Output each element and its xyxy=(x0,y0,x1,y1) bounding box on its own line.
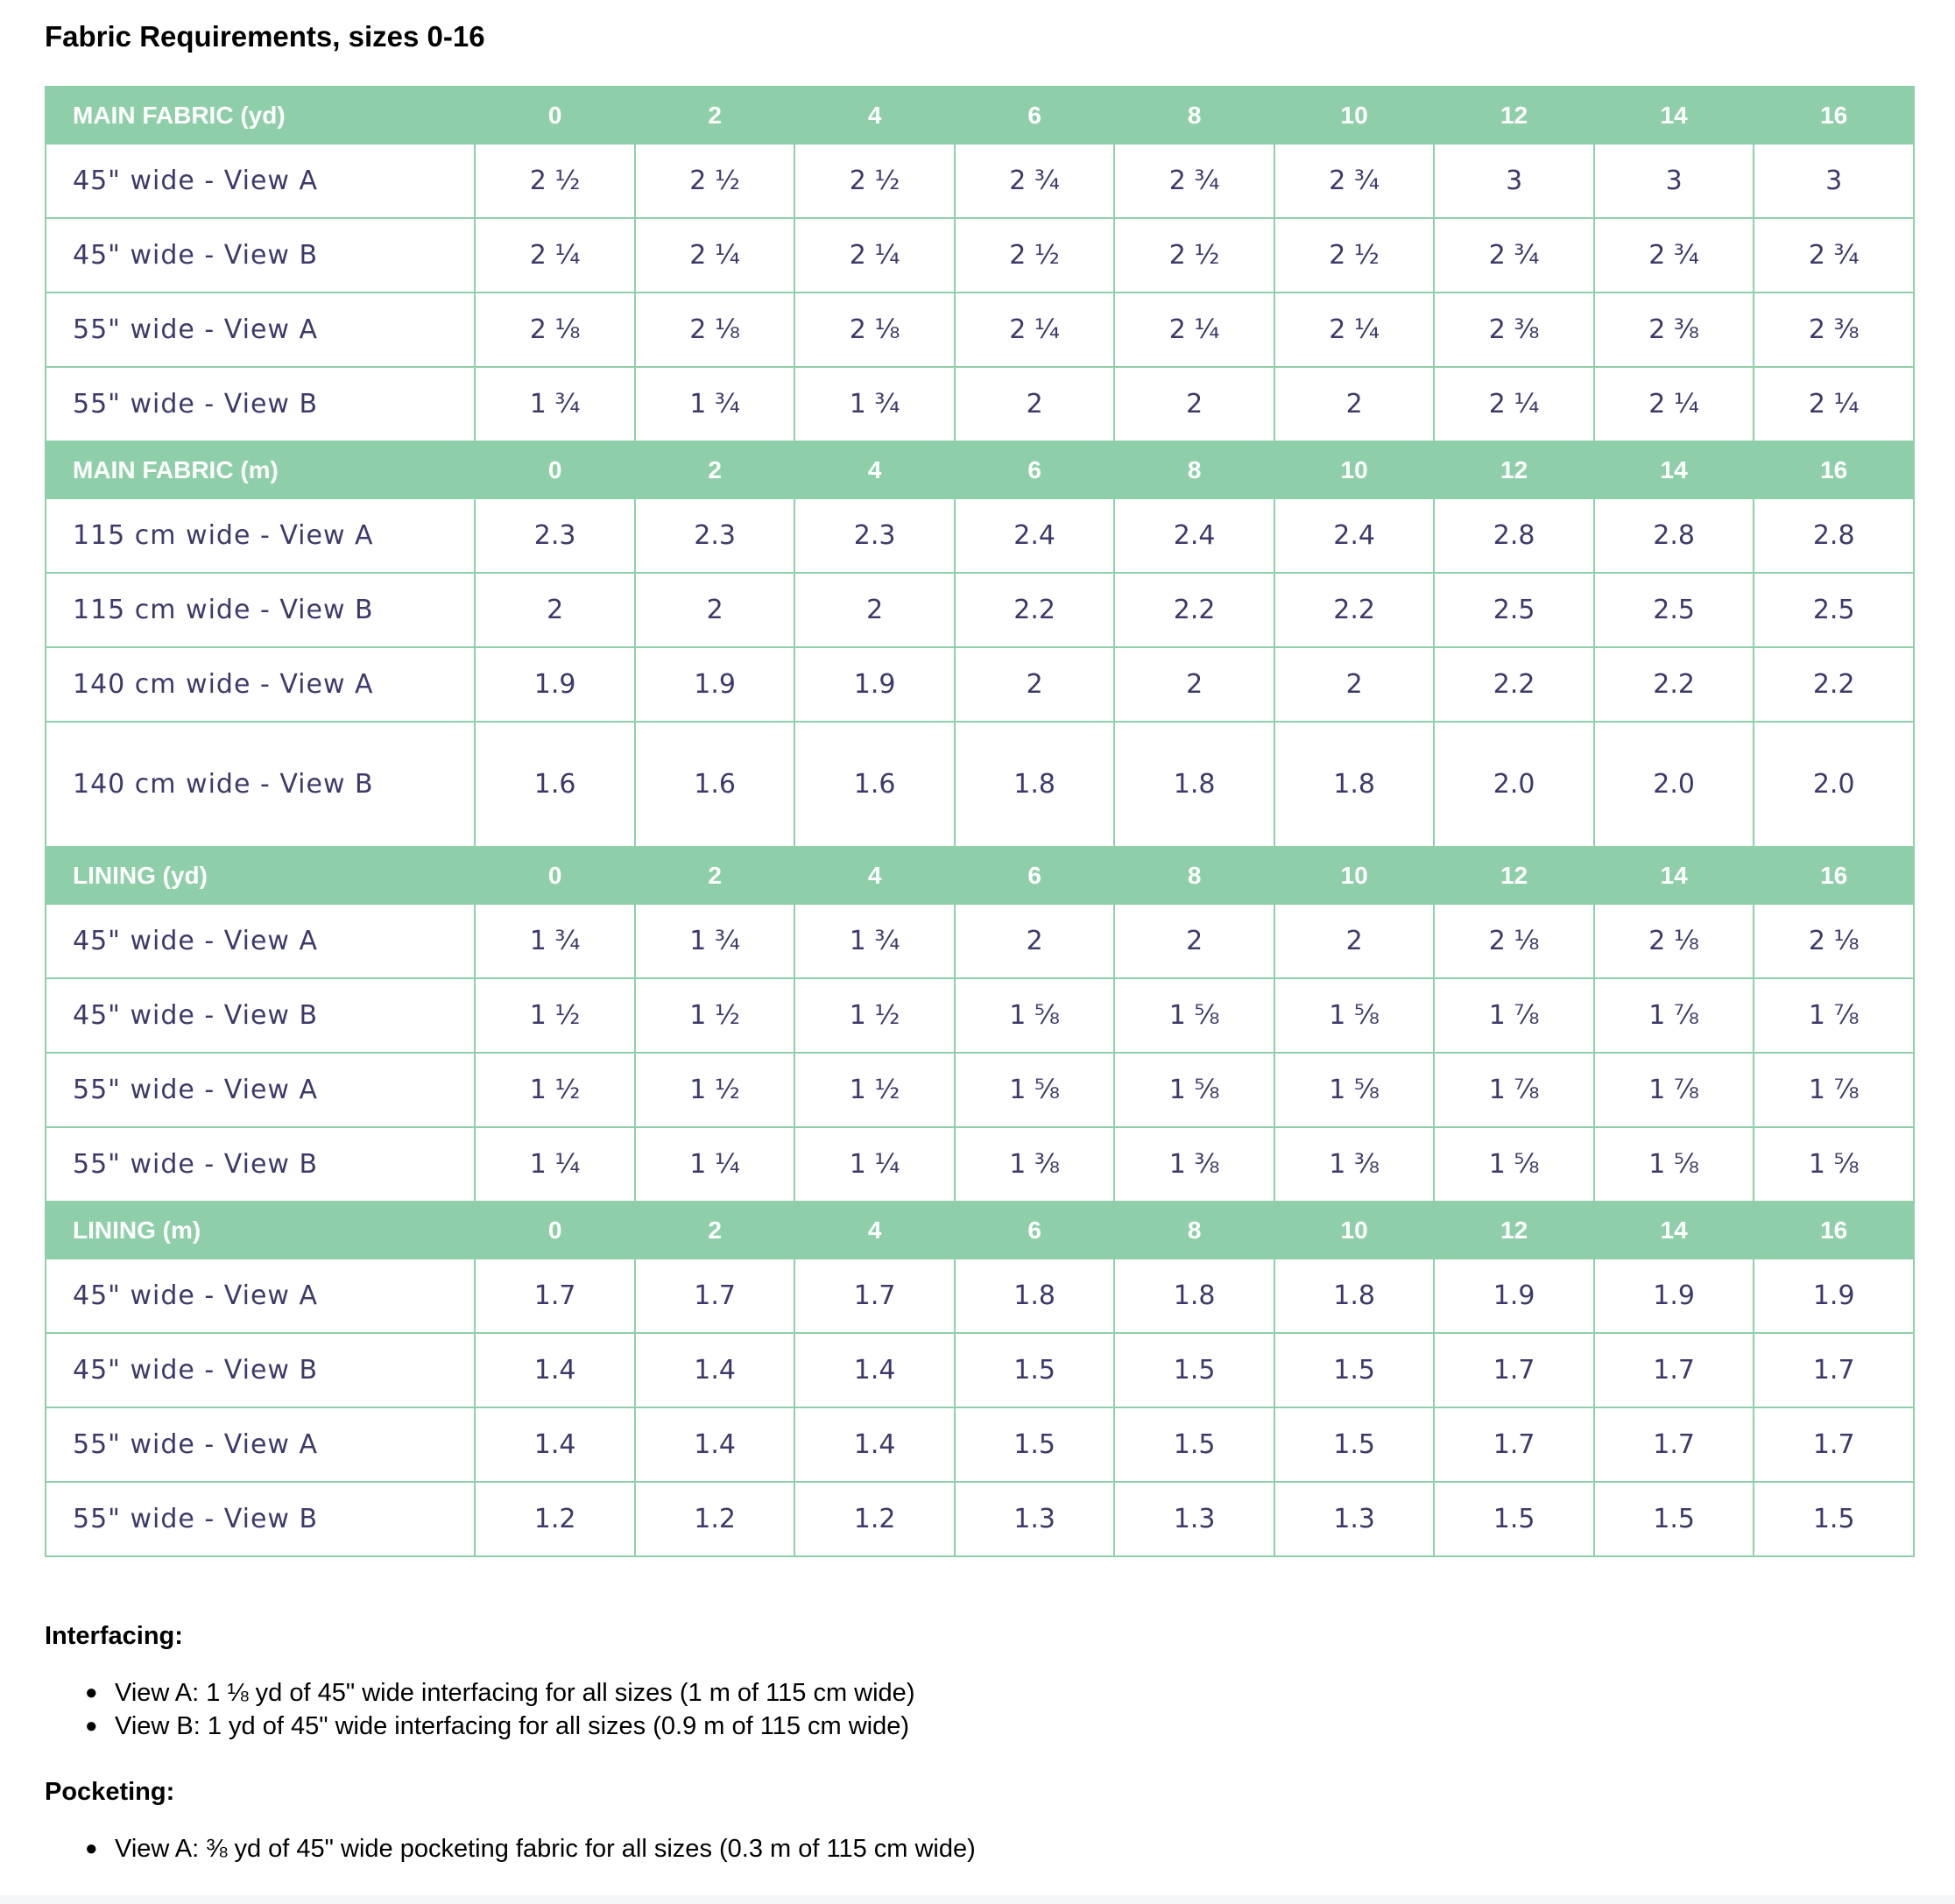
table-cell: 1 ⅝ xyxy=(1114,1053,1274,1127)
table-cell: 2 ½ xyxy=(955,218,1115,293)
table-cell: 2.2 xyxy=(1594,647,1754,722)
table-cell: 1 ⅜ xyxy=(1274,1127,1435,1202)
table-cell: 2.3 xyxy=(475,498,635,573)
table-cell: 2 ¼ xyxy=(1114,293,1274,367)
table-cell: 1 ½ xyxy=(475,978,635,1053)
table-cell: 2 ½ xyxy=(635,144,795,218)
table-cell: 1.5 xyxy=(1274,1333,1435,1407)
table-cell: 1.8 xyxy=(1274,1259,1435,1333)
size-header: 10 xyxy=(1274,847,1435,904)
table-cell: 2 ⅛ xyxy=(1754,904,1914,978)
size-header: 6 xyxy=(955,1202,1115,1259)
size-header: 4 xyxy=(794,441,955,498)
table-row xyxy=(46,1482,1914,1556)
table-cell: 1.2 xyxy=(794,1482,955,1556)
page xyxy=(45,0,1915,1863)
table-cell: 1.8 xyxy=(1114,722,1274,847)
table-cell: 2 ⅜ xyxy=(1754,293,1914,367)
table-row xyxy=(46,722,1914,847)
list-item-text: View B: 1 yd of 45" wide interfacing for all sizes (0.9 m of 115 cm wide) xyxy=(115,1712,910,1740)
table-cell: 1.7 xyxy=(1754,1333,1914,1407)
list-item-text: View A: 1 ⅛ yd of 45" wide interfacing for all sizes (1 m of 115 cm wide) xyxy=(115,1679,915,1707)
table-cell: 1 ¼ xyxy=(475,1127,635,1202)
pocketing-section xyxy=(45,1774,1915,1865)
table-cell: 1.7 xyxy=(1434,1333,1594,1407)
table-cell: 2.3 xyxy=(794,498,955,573)
size-header: 6 xyxy=(955,87,1115,144)
table-cell: 2.8 xyxy=(1594,498,1754,573)
table-row xyxy=(46,1333,1914,1407)
table-cell: 2 ½ xyxy=(1114,218,1274,293)
table-cell: 1.7 xyxy=(475,1259,635,1333)
section-label: MAIN FABRIC (yd) xyxy=(46,87,475,144)
table-cell: 2.2 xyxy=(1114,573,1274,647)
size-header: 6 xyxy=(955,441,1115,498)
size-header: 12 xyxy=(1434,847,1594,904)
table-row xyxy=(46,647,1914,722)
table-cell: 1 ¾ xyxy=(475,367,635,441)
table-cell: 1.9 xyxy=(1754,1259,1914,1333)
table-cell: 1.3 xyxy=(1274,1482,1435,1556)
table-cell: 3 xyxy=(1754,144,1914,218)
table-cell: 1 ¾ xyxy=(794,904,955,978)
table-cell: 2.4 xyxy=(1274,498,1435,573)
table-cell: 1.4 xyxy=(475,1407,635,1482)
table-cell: 2 ¼ xyxy=(955,293,1115,367)
table-cell: 2 ⅛ xyxy=(635,293,795,367)
table-cell: 2.2 xyxy=(1434,647,1594,722)
size-header: 6 xyxy=(955,847,1115,904)
table-cell: 2 ¾ xyxy=(1114,144,1274,218)
row-label: 55" wide - View B xyxy=(46,367,475,441)
table-cell: 1.6 xyxy=(794,722,955,847)
table-cell: 1.8 xyxy=(1114,1259,1274,1333)
table-cell: 1.7 xyxy=(1434,1407,1594,1482)
size-header: 14 xyxy=(1594,847,1754,904)
size-header: 14 xyxy=(1594,441,1754,498)
table-cell: 2.8 xyxy=(1434,498,1594,573)
table-row xyxy=(46,1407,1914,1482)
row-label: 55" wide - View B xyxy=(46,1482,475,1556)
table-cell: 2 ¼ xyxy=(794,218,955,293)
table-row xyxy=(46,1053,1914,1127)
table-cell: 2 xyxy=(475,573,635,647)
table-cell: 2.0 xyxy=(1754,722,1914,847)
table-cell: 1 ⅜ xyxy=(1114,1127,1274,1202)
table-cell: 1.2 xyxy=(475,1482,635,1556)
table-cell: 2 xyxy=(635,573,795,647)
table-cell: 2.0 xyxy=(1594,722,1754,847)
table-cell: 1 ⅝ xyxy=(1434,1127,1594,1202)
table-cell: 1 ⅞ xyxy=(1754,978,1914,1053)
list-item xyxy=(85,1676,1915,1710)
size-header: 16 xyxy=(1754,441,1914,498)
size-header: 0 xyxy=(475,441,635,498)
table-cell: 1.7 xyxy=(1594,1333,1754,1407)
size-header: 16 xyxy=(1754,1202,1914,1259)
table-cell: 2 xyxy=(955,647,1115,722)
table-cell: 1 ⅝ xyxy=(955,1053,1115,1127)
list-item-text: View A: ⅜ yd of 45" wide pocketing fabric for all sizes (0.3 m of 115 cm wide) xyxy=(115,1835,976,1863)
section-label: MAIN FABRIC (m) xyxy=(46,441,475,498)
size-header: 10 xyxy=(1274,441,1435,498)
table-cell: 1.4 xyxy=(794,1407,955,1482)
table-cell: 1 ¾ xyxy=(635,367,795,441)
table-cell: 2.5 xyxy=(1594,573,1754,647)
table-cell: 1 ⅞ xyxy=(1594,978,1754,1053)
table-cell: 2.4 xyxy=(1114,498,1274,573)
table-cell: 1 ½ xyxy=(794,1053,955,1127)
table-cell: 2 ¾ xyxy=(1594,218,1754,293)
table-cell: 1.5 xyxy=(955,1333,1115,1407)
table-cell: 1 ⅜ xyxy=(955,1127,1115,1202)
table-cell: 1.2 xyxy=(635,1482,795,1556)
size-header: 10 xyxy=(1274,1202,1435,1259)
table-cell: 2 xyxy=(1114,647,1274,722)
table-cell: 1.3 xyxy=(955,1482,1115,1556)
size-header: 14 xyxy=(1594,1202,1754,1259)
size-header: 4 xyxy=(794,847,955,904)
table-cell: 2 ¾ xyxy=(955,144,1115,218)
table-row xyxy=(46,498,1914,573)
section-header-row xyxy=(46,1202,1914,1259)
table-cell: 2.2 xyxy=(955,573,1115,647)
table-cell: 1 ¾ xyxy=(635,904,795,978)
row-label: 140 cm wide - View A xyxy=(46,647,475,722)
size-header: 8 xyxy=(1114,441,1274,498)
size-header: 0 xyxy=(475,1202,635,1259)
table-cell: 1.7 xyxy=(794,1259,955,1333)
table-cell: 1 ⅝ xyxy=(1274,978,1435,1053)
list-item xyxy=(85,1832,1915,1865)
table-cell: 1 ⅝ xyxy=(955,978,1115,1053)
table-row xyxy=(46,367,1914,441)
row-label: 45" wide - View B xyxy=(46,978,475,1053)
table-row xyxy=(46,573,1914,647)
interfacing-list xyxy=(45,1676,1915,1743)
table-cell: 1.8 xyxy=(955,1259,1115,1333)
size-header: 2 xyxy=(635,847,795,904)
size-header: 16 xyxy=(1754,847,1914,904)
table-cell: 1.5 xyxy=(955,1407,1115,1482)
table-cell: 1 ¾ xyxy=(794,367,955,441)
table-cell: 2 ¼ xyxy=(1434,367,1594,441)
table-cell: 1 ⅝ xyxy=(1594,1127,1754,1202)
size-header: 2 xyxy=(635,441,795,498)
table-cell: 1 ½ xyxy=(635,1053,795,1127)
bottom-strip xyxy=(0,1895,1955,1904)
table-cell: 2 ⅛ xyxy=(1434,904,1594,978)
table-cell: 1 ½ xyxy=(475,1053,635,1127)
table-cell: 2.4 xyxy=(955,498,1115,573)
size-header: 2 xyxy=(635,1202,795,1259)
row-label: 45" wide - View A xyxy=(46,144,475,218)
size-header: 10 xyxy=(1274,87,1435,144)
table-cell: 1.4 xyxy=(794,1333,955,1407)
row-label: 140 cm wide - View B xyxy=(46,722,475,847)
table-cell: 2 ¼ xyxy=(635,218,795,293)
table-cell: 1 ⅞ xyxy=(1594,1053,1754,1127)
table-cell: 2 ⅛ xyxy=(475,293,635,367)
table-cell: 1.9 xyxy=(1594,1259,1754,1333)
fabric-requirements-table xyxy=(45,86,1915,1557)
size-header: 2 xyxy=(635,87,795,144)
size-header: 16 xyxy=(1754,87,1914,144)
table-cell: 1.4 xyxy=(635,1333,795,1407)
table-cell: 2.2 xyxy=(1754,647,1914,722)
table-cell: 1.9 xyxy=(1434,1259,1594,1333)
table-cell: 1 ⅞ xyxy=(1434,1053,1594,1127)
table-cell: 1 ½ xyxy=(794,978,955,1053)
pocketing-list xyxy=(45,1832,1915,1865)
table-cell: 1.6 xyxy=(635,722,795,847)
table-cell: 2 xyxy=(1274,367,1435,441)
table-cell: 1.7 xyxy=(1594,1407,1754,1482)
size-header: 0 xyxy=(475,847,635,904)
page-title: Fabric Requirements, sizes 0-16 xyxy=(45,20,485,53)
table-cell: 2 ¾ xyxy=(1274,144,1435,218)
table-cell: 1.3 xyxy=(1114,1482,1274,1556)
table-cell: 1.5 xyxy=(1114,1333,1274,1407)
table-row xyxy=(46,1259,1914,1333)
table-cell: 1.9 xyxy=(635,647,795,722)
bullet-icon: ● xyxy=(85,1681,98,1704)
table-cell: 1.4 xyxy=(475,1333,635,1407)
table-cell: 1.9 xyxy=(794,647,955,722)
size-header: 14 xyxy=(1594,87,1754,144)
row-label: 55" wide - View A xyxy=(46,1407,475,1482)
table-row xyxy=(46,1127,1914,1202)
row-label: 55" wide - View A xyxy=(46,1053,475,1127)
table-cell: 2 xyxy=(794,573,955,647)
table-cell: 1.5 xyxy=(1754,1482,1914,1556)
table-row xyxy=(46,904,1914,978)
row-label: 55" wide - View B xyxy=(46,1127,475,1202)
pocketing-heading: Pocketing: xyxy=(45,1778,175,1806)
table-cell: 1.5 xyxy=(1594,1482,1754,1556)
table-cell: 1 ⅝ xyxy=(1274,1053,1435,1127)
section-label: LINING (m) xyxy=(46,1202,475,1259)
table-cell: 2 ½ xyxy=(794,144,955,218)
size-header: 12 xyxy=(1434,1202,1594,1259)
table-cell: 2.3 xyxy=(635,498,795,573)
table-cell: 1.7 xyxy=(1754,1407,1914,1482)
table-cell: 2 xyxy=(955,904,1115,978)
row-label: 45" wide - View A xyxy=(46,904,475,978)
table-cell: 1 ½ xyxy=(635,978,795,1053)
table-cell: 2.5 xyxy=(1754,573,1914,647)
table-cell: 2 ⅜ xyxy=(1434,293,1594,367)
table-cell: 2 ¾ xyxy=(1754,218,1914,293)
notes xyxy=(45,1618,1915,1865)
table-cell: 2.5 xyxy=(1434,573,1594,647)
table-cell: 1 ¼ xyxy=(794,1127,955,1202)
table-cell: 1 ¾ xyxy=(475,904,635,978)
bullet-icon: ● xyxy=(85,1714,98,1738)
table-cell: 2 ⅛ xyxy=(1594,904,1754,978)
table-cell: 2 ½ xyxy=(1274,218,1435,293)
row-label: 45" wide - View A xyxy=(46,1259,475,1333)
list-item xyxy=(85,1710,1915,1743)
size-header: 4 xyxy=(794,87,955,144)
table-cell: 2 ¾ xyxy=(1434,218,1594,293)
table-cell: 1.7 xyxy=(635,1259,795,1333)
table-body xyxy=(46,87,1914,1556)
table-cell: 2.8 xyxy=(1754,498,1914,573)
table-cell: 1.5 xyxy=(1274,1407,1435,1482)
row-label: 45" wide - View B xyxy=(46,1333,475,1407)
table-cell: 2 xyxy=(1274,647,1435,722)
table-cell: 1 ⅞ xyxy=(1754,1053,1914,1127)
section-header-row xyxy=(46,441,1914,498)
table-cell: 2 ¼ xyxy=(1754,367,1914,441)
table-cell: 1 ⅝ xyxy=(1114,978,1274,1053)
row-label: 55" wide - View A xyxy=(46,293,475,367)
size-header: 4 xyxy=(794,1202,955,1259)
table-cell: 1.5 xyxy=(1434,1482,1594,1556)
size-header: 8 xyxy=(1114,87,1274,144)
table-cell: 3 xyxy=(1594,144,1754,218)
table-cell: 2 xyxy=(1274,904,1435,978)
table-cell: 2 ¼ xyxy=(1274,293,1435,367)
table-row xyxy=(46,293,1914,367)
section-header-row xyxy=(46,87,1914,144)
table-cell: 1.8 xyxy=(955,722,1115,847)
table-cell: 2 ¼ xyxy=(1594,367,1754,441)
row-label: 115 cm wide - View B xyxy=(46,573,475,647)
table-cell: 2 ¼ xyxy=(475,218,635,293)
size-header: 8 xyxy=(1114,1202,1274,1259)
table-row xyxy=(46,218,1914,293)
section-label: LINING (yd) xyxy=(46,847,475,904)
row-label: 115 cm wide - View A xyxy=(46,498,475,573)
bullet-icon: ● xyxy=(85,1837,98,1860)
section-header-row xyxy=(46,847,1914,904)
table-cell: 1.8 xyxy=(1274,722,1435,847)
table-cell: 1.4 xyxy=(635,1407,795,1482)
table-cell: 1 ⅝ xyxy=(1754,1127,1914,1202)
table-cell: 1.5 xyxy=(1114,1407,1274,1482)
table-cell: 2.0 xyxy=(1434,722,1594,847)
table-cell: 2 xyxy=(1114,367,1274,441)
table-row xyxy=(46,978,1914,1053)
table-cell: 2 xyxy=(1114,904,1274,978)
table-cell: 3 xyxy=(1434,144,1594,218)
table-cell: 2 ⅛ xyxy=(794,293,955,367)
row-label: 45" wide - View B xyxy=(46,218,475,293)
table-cell: 1.6 xyxy=(475,722,635,847)
interfacing-section xyxy=(45,1618,1915,1743)
size-header: 12 xyxy=(1434,441,1594,498)
table-cell: 2 ½ xyxy=(475,144,635,218)
table-cell: 2 xyxy=(955,367,1115,441)
table-cell: 1 ¼ xyxy=(635,1127,795,1202)
table-cell: 2 ⅜ xyxy=(1594,293,1754,367)
table-cell: 2.2 xyxy=(1274,573,1435,647)
table-row xyxy=(46,144,1914,218)
size-header: 12 xyxy=(1434,87,1594,144)
table-cell: 1.9 xyxy=(475,647,635,722)
size-header: 8 xyxy=(1114,847,1274,904)
table-cell: 1 ⅞ xyxy=(1434,978,1594,1053)
size-header: 0 xyxy=(475,87,635,144)
interfacing-heading: Interfacing: xyxy=(45,1622,183,1650)
